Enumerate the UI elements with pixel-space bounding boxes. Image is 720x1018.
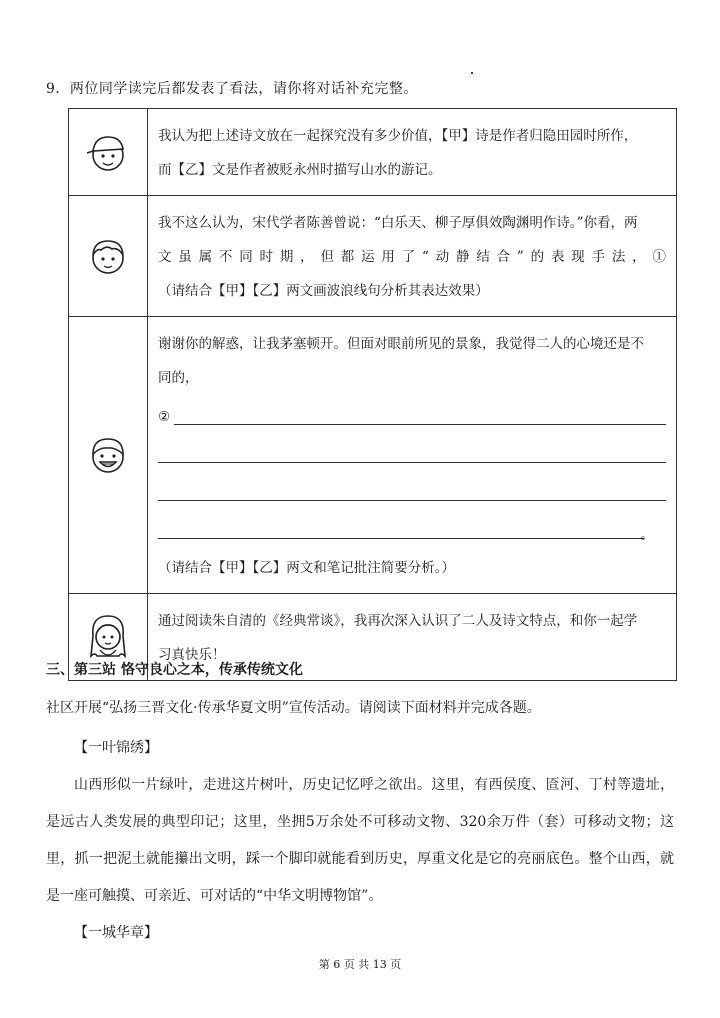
section-intro: 社区开展“弘扬三晋文化·传承华夏文明”宣传活动。请阅读下面材料并完成各题。 bbox=[46, 700, 541, 716]
subheading: 【一叶锦绣】 bbox=[74, 740, 158, 756]
answer-line bbox=[158, 433, 666, 471]
dialog-row bbox=[69, 109, 677, 196]
avatar-cell bbox=[69, 109, 148, 196]
dialog-line: 谢谢你的解惑，让我茅塞顿开。但面对眼前所见的景象，我觉得二人的心境还是不 bbox=[158, 336, 644, 352]
dialog-line: 我认为把上述诗文放在一起探究没有多少价值，【甲】诗是作者归隐田园时所作， bbox=[158, 128, 638, 144]
answer-line bbox=[158, 395, 666, 433]
stray-dot bbox=[471, 72, 473, 74]
blank-marker: ② bbox=[158, 409, 171, 425]
avatar-cell bbox=[69, 196, 148, 317]
dialog-line: 习真快乐！ bbox=[158, 647, 226, 663]
girl-icon bbox=[85, 610, 131, 664]
body-paragraph: 山西形似一片绿叶，走进这片树叶，历史记忆呼之欲出。这里，有西侯度、匼河、丁村等遗址，是远古人类发展的典型印记；这里，坐拥5万余处不可移动文物、320余万件（套）可移动文物；这里，抓一把泥土就能攥出文明，踩一个脚印就能看到历史，厚重文化是它的亮丽底色。整个山西，就是一座可触摸、可亲近、可对话的“中华文明博物馆”。 bbox=[46, 777, 674, 904]
dialog-line: 我不这么认为，宋代学者陈善曾说：“白乐天、柳子厚俱效陶渊明作诗。”你看，两 bbox=[158, 215, 638, 231]
page-footer: 第 6 页 共 13 页 bbox=[318, 958, 402, 971]
dialog-hint: （请结合【甲】【乙】两文画波浪线句分析其表达效果） bbox=[158, 283, 489, 299]
dialog-row bbox=[69, 317, 677, 594]
section-heading: 三、第三站 恪守良心之本，传承传统文化 bbox=[46, 662, 303, 678]
dialog-line: 而【乙】文是作者被贬永州时描写山水的游记。 bbox=[158, 162, 442, 178]
avatar-cell bbox=[69, 317, 148, 594]
dialog-text bbox=[148, 317, 677, 594]
dialog-line: 文虽属不同时期，但都运用了“动静结合”的表现手法，① bbox=[158, 249, 666, 265]
dialog-hint: （请结合【甲】【乙】两文和笔记批注简要分析。） bbox=[158, 560, 455, 576]
end-mark: 。 bbox=[640, 527, 654, 543]
dialog-text bbox=[148, 109, 677, 196]
boy-icon bbox=[85, 231, 131, 281]
answer-line bbox=[158, 471, 666, 509]
subheading: 【一城华章】 bbox=[74, 925, 158, 941]
dialog-line: 通过阅读朱自清的《经典常谈》，我再次深入认识了二人及诗文特点，和你一起学 bbox=[158, 613, 638, 629]
boy-smile-icon bbox=[85, 430, 131, 480]
answer-line bbox=[158, 509, 666, 547]
dialog-line: 同的， bbox=[158, 370, 199, 386]
dialog-table bbox=[68, 108, 677, 681]
dialog-row bbox=[69, 196, 677, 317]
dialog-text bbox=[148, 196, 677, 317]
question-title: 9．两位同学读完后都发表了看法，请你将对话补充完整。 bbox=[46, 81, 418, 97]
boy-cap-icon bbox=[85, 129, 131, 175]
